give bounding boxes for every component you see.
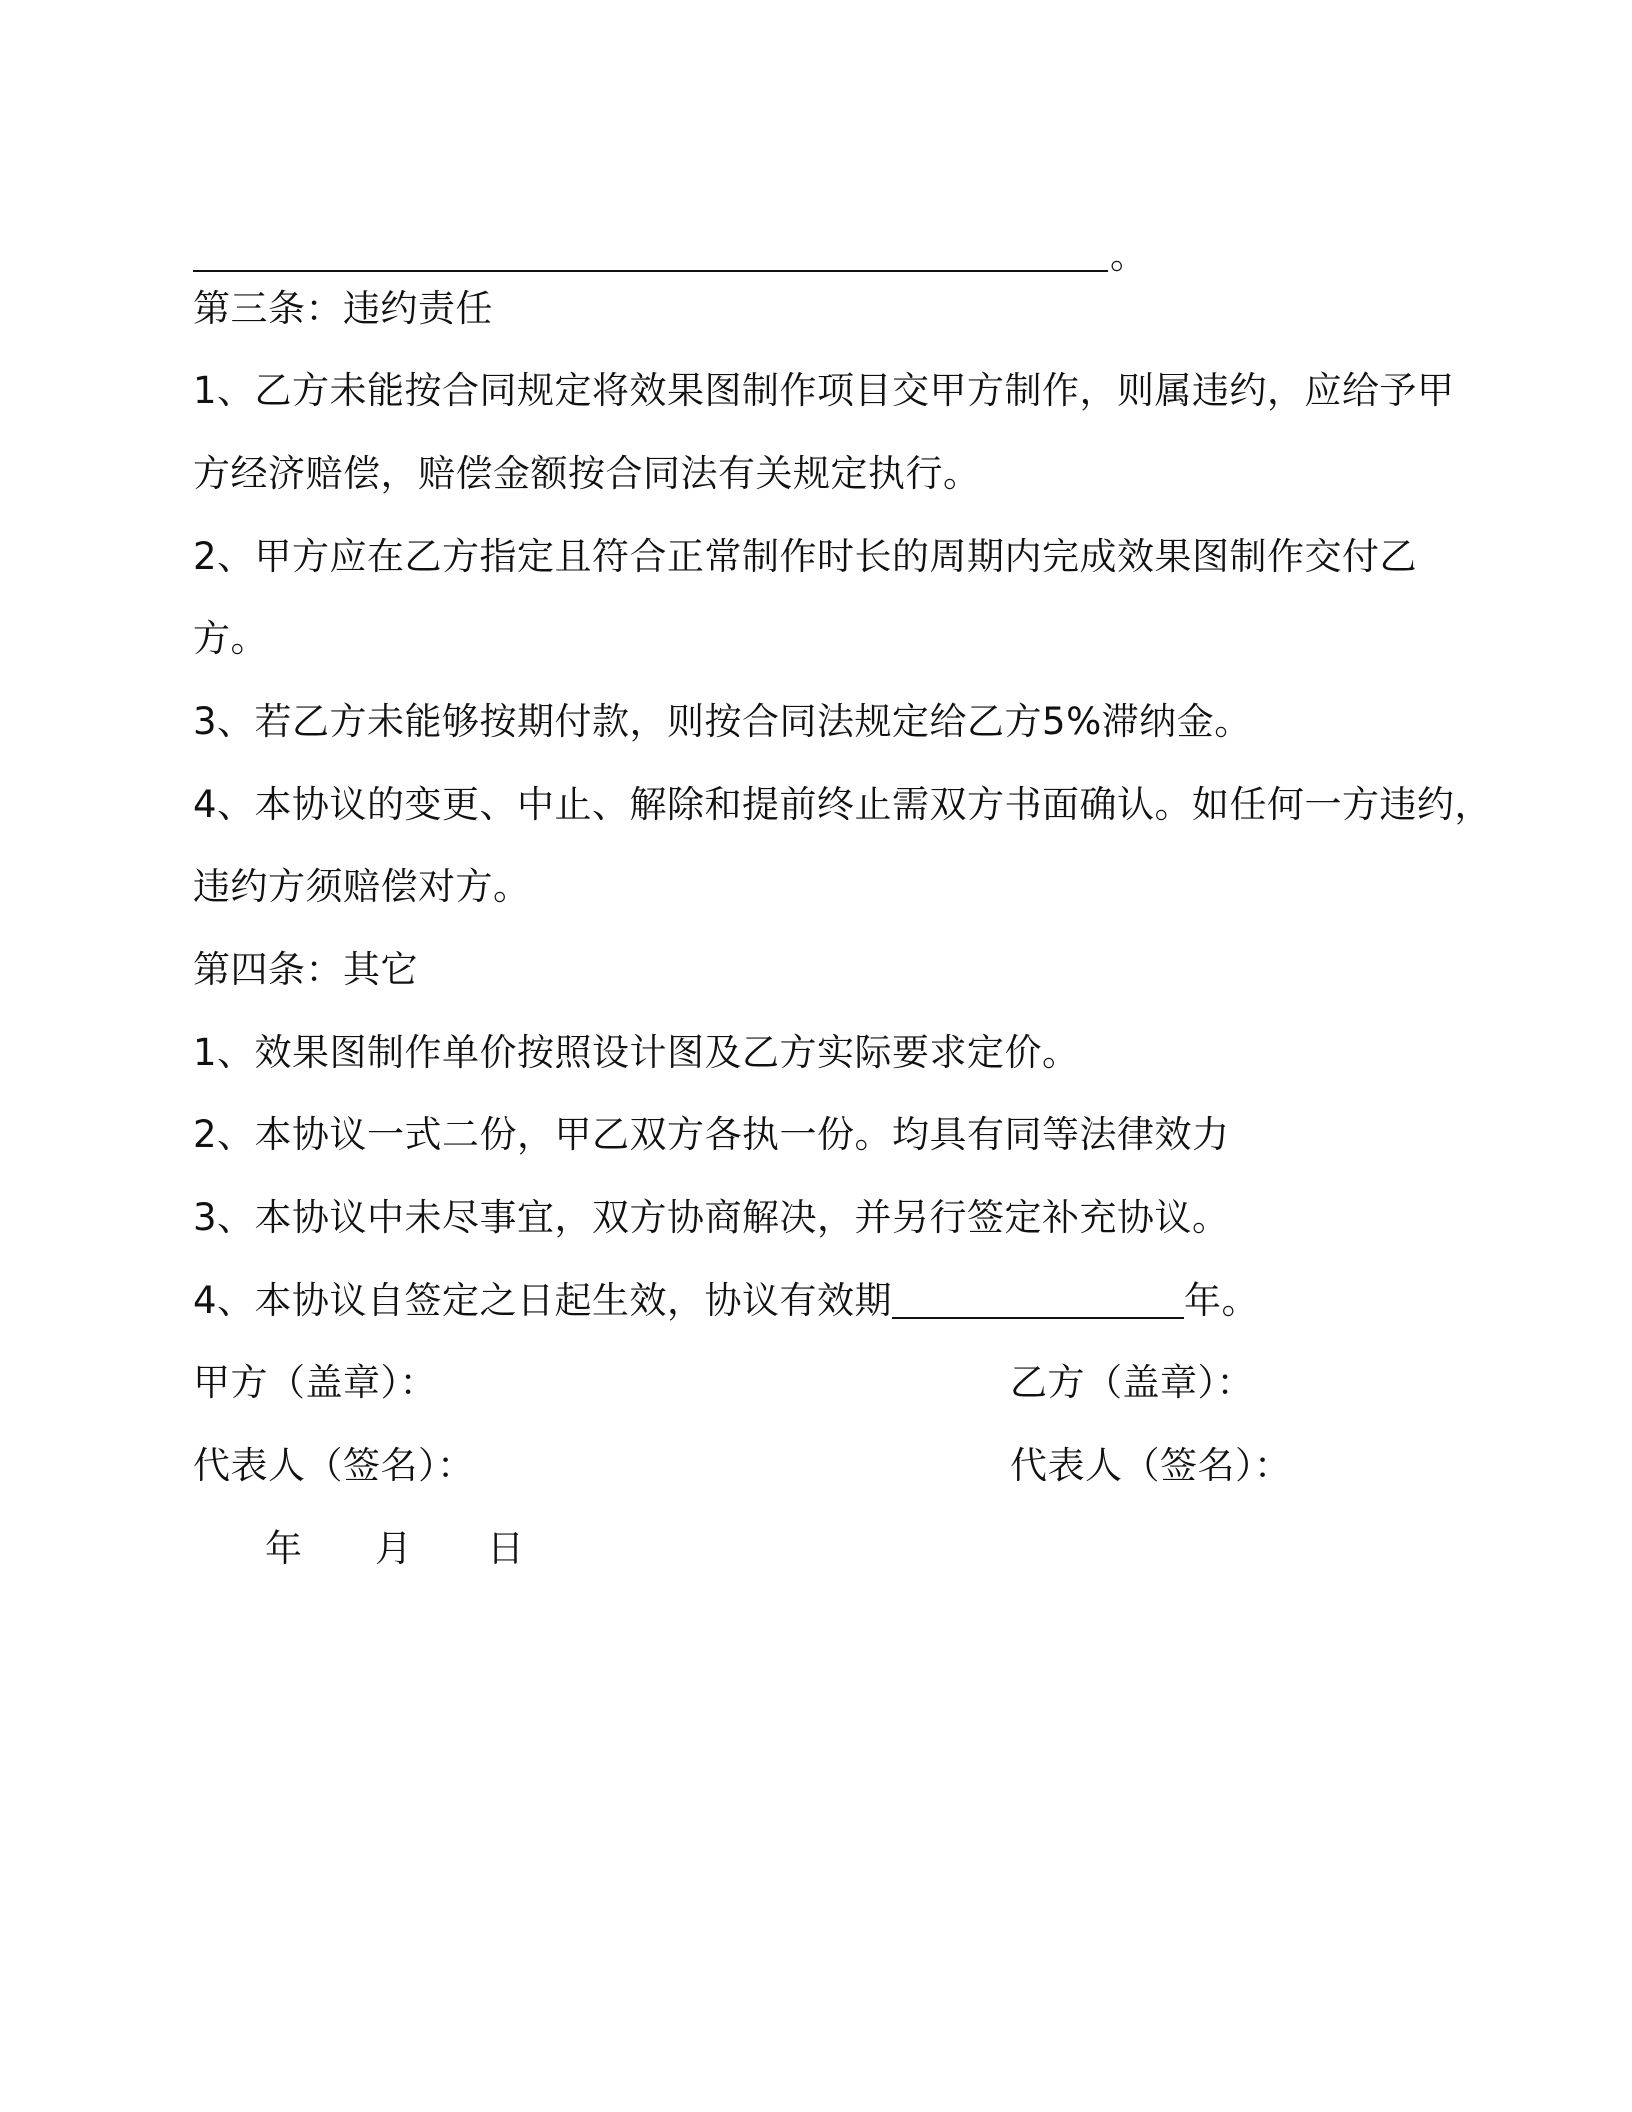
- article3-item4-line1: 4、本协议的变更、中止、解除和提前终止需双方书面确认。如任何一方违约，: [193, 783, 1493, 826]
- date-year-label: 年: [265, 1527, 302, 1570]
- fill-in-rule-line: [193, 236, 1147, 278]
- article4-item4: [193, 1279, 1260, 1322]
- date-day-label: 日: [487, 1527, 524, 1570]
- blank-rule: [193, 270, 1108, 272]
- party-a-rep-label: 代表人（签名）：: [193, 1444, 475, 1487]
- validity-suffix: 年。: [1184, 1279, 1260, 1322]
- article3-item4-line2: 违约方须赔偿对方。: [193, 865, 531, 908]
- article3-item2-line2: 方。: [193, 617, 268, 660]
- article3-heading: 第三条：违约责任: [193, 287, 493, 330]
- article4-heading: 第四条：其它: [193, 948, 418, 991]
- article4-item2: 2、本协议一式二份，甲乙双方各执一份。均具有同等法律效力: [193, 1113, 1230, 1156]
- article4-item1: 1、效果图制作单价按照设计图及乙方实际要求定价。: [193, 1031, 1080, 1074]
- article3-item2-line1: 2、甲方应在乙方指定且符合正常制作时长的周期内完成效果图制作交付乙: [193, 535, 1418, 578]
- date-month-label: 月: [375, 1527, 412, 1570]
- validity-years-blank: [892, 1283, 1184, 1319]
- validity-prefix: 4、本协议自签定之日起生效，协议有效期: [193, 1279, 893, 1322]
- article4-item3: 3、本协议中未尽事宜，双方协商解决，并另行签定补充协议。: [193, 1196, 1230, 1239]
- party-b-seal-label: 乙方（盖章）：: [1010, 1361, 1254, 1404]
- article3-item3: 3、若乙方未能够按期付款，则按合同法规定给乙方5%滞纳金。: [193, 700, 1252, 743]
- rule-end-period: 。: [1110, 234, 1147, 277]
- party-a-seal-label: 甲方（盖章）：: [193, 1361, 437, 1404]
- party-b-rep-label: 代表人（签名）：: [1010, 1444, 1292, 1487]
- article3-item1-line2: 方经济赔偿，赔偿金额按合同法有关规定执行。: [193, 452, 981, 495]
- article3-item1-line1: 1、乙方未能按合同规定将效果图制作项目交甲方制作，则属违约，应给予甲: [193, 369, 1455, 412]
